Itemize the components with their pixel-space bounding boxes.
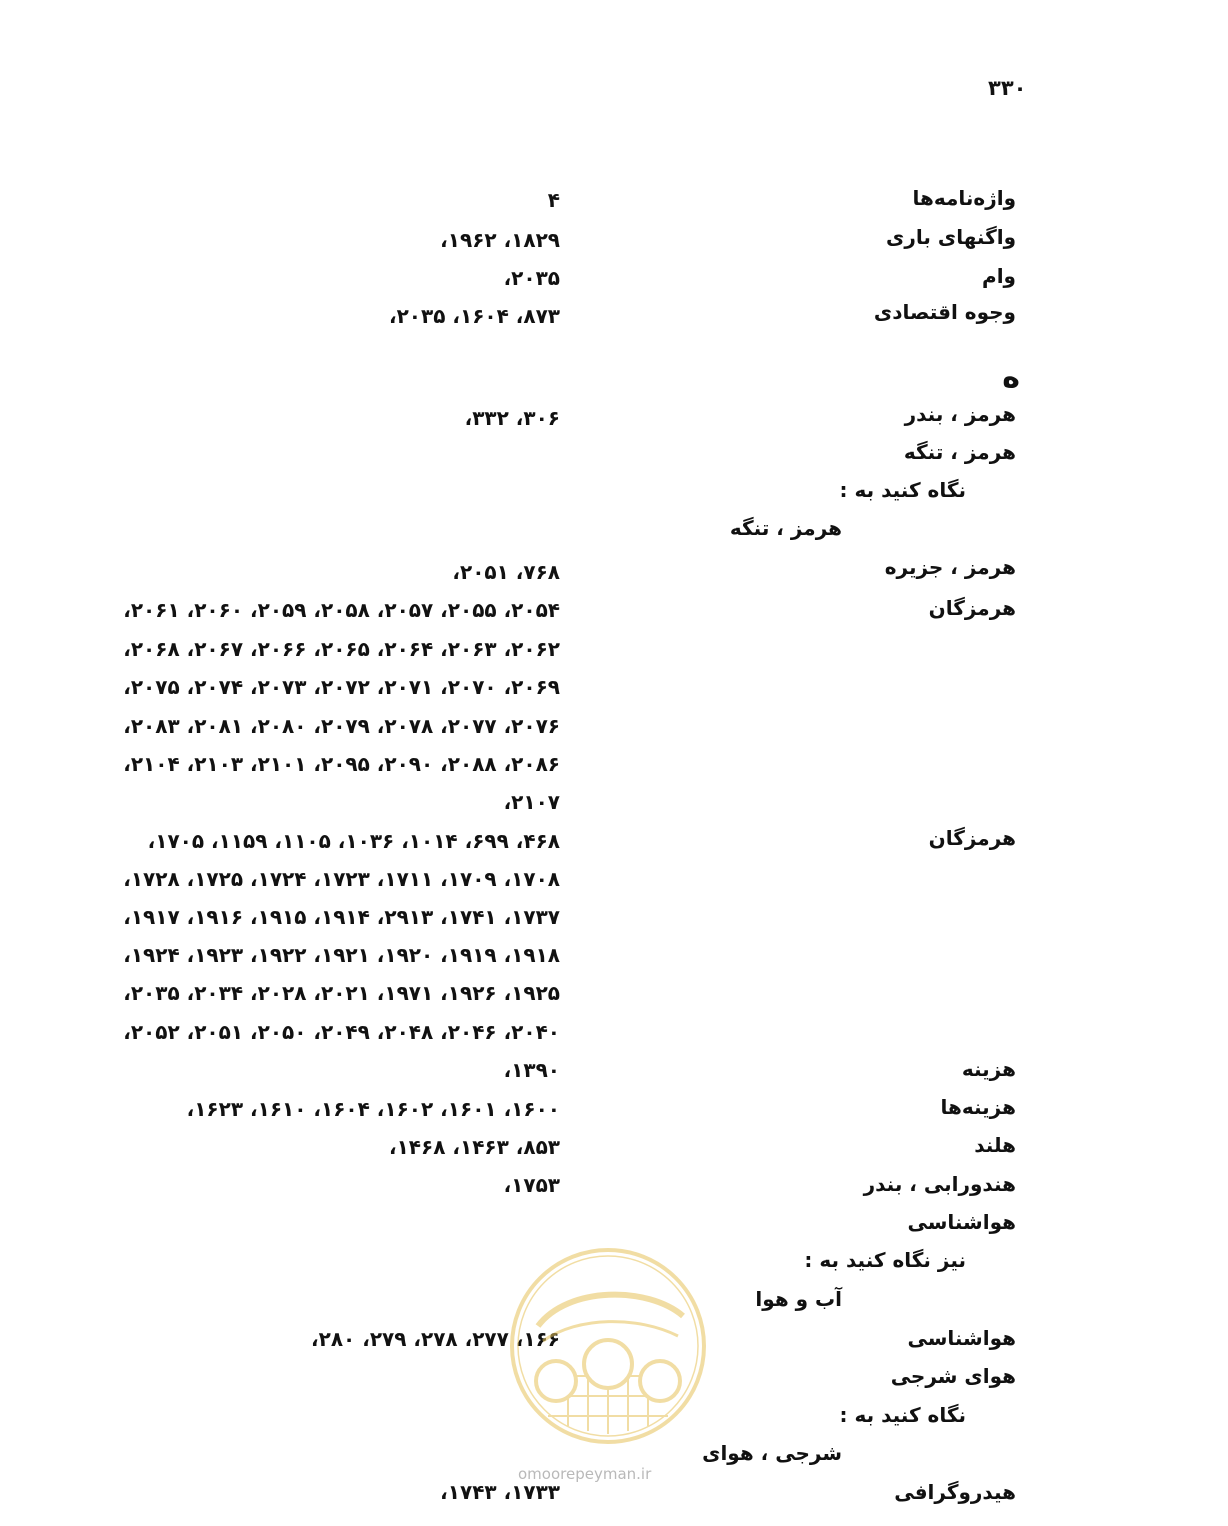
index-refs: ۱۸۲۹، ۱۹۶۲، xyxy=(440,228,560,252)
index-term: هرمز ، بندر xyxy=(904,402,1016,426)
index-refs: ۲۰۳۵، xyxy=(503,266,560,290)
see-target: آب و هوا xyxy=(755,1287,842,1311)
index-refs: ۱۷۵۳، xyxy=(503,1173,560,1197)
index-refs: ۱۶۶، ۲۷۷، ۲۷۸، ۲۷۹، ۲۸۰، xyxy=(311,1327,560,1351)
index-term: هواشناسی xyxy=(907,1210,1016,1234)
index-refs-line: ۲۰۸۶، ۲۰۸۸، ۲۰۹۰، ۲۰۹۵، ۲۱۰۱، ۲۱۰۳، ۲۱۰۴، xyxy=(123,752,560,776)
index-refs: ۱۳۹۰، xyxy=(503,1058,560,1082)
index-refs: ۷۶۸، ۲۰۵۱، xyxy=(452,560,560,584)
page-number: ۳۳۰ xyxy=(988,76,1027,100)
index-refs: ۴ xyxy=(547,188,560,212)
index-term: هیدروگرافی xyxy=(894,1480,1016,1504)
index-refs-line: ۲۰۷۶، ۲۰۷۷، ۲۰۷۸، ۲۰۷۹، ۲۰۸۰، ۲۰۸۱، ۲۰۸۳، xyxy=(123,714,560,738)
index-term: واژه‌نامه‌ها xyxy=(912,186,1016,210)
index-term: هزینه xyxy=(961,1057,1016,1081)
index-refs: ۱۷۳۳، ۱۷۴۳، xyxy=(440,1480,560,1504)
index-term: واگنهای باری xyxy=(886,225,1016,249)
watermark-logo xyxy=(508,1246,708,1446)
watermark-url: omoorepeyman.ir xyxy=(518,1465,652,1483)
index-refs-line: ۲۰۵۴، ۲۰۵۵، ۲۰۵۷، ۲۰۵۸، ۲۰۵۹، ۲۰۶۰، ۲۰۶۱، xyxy=(123,598,560,622)
index-term: هرمز ، جزیره xyxy=(884,555,1016,579)
see-label: نگاه کنید به : xyxy=(839,478,966,502)
see-target: شرجی ، هوای xyxy=(702,1441,842,1465)
index-term: هرمزگان xyxy=(928,826,1016,850)
index-refs-line: ۱۷۳۷، ۱۷۴۱، ۲۹۱۳، ۱۹۱۴، ۱۹۱۵، ۱۹۱۶، ۱۹۱۷، xyxy=(123,905,560,929)
index-refs-line: ۱۹۲۵، ۱۹۲۶، ۱۹۷۱، ۲۰۲۱، ۲۰۲۸، ۲۰۳۴، ۲۰۳۵، xyxy=(123,981,560,1005)
index-term: هلند xyxy=(974,1133,1016,1157)
index-term: هواشناسی xyxy=(907,1326,1016,1350)
index-refs-line: ۱۹۱۸، ۱۹۱۹، ۱۹۲۰، ۱۹۲۱، ۱۹۲۲، ۱۹۲۳، ۱۹۲۴، xyxy=(123,943,560,967)
index-refs-line: ۲۰۴۰، ۲۰۴۶، ۲۰۴۸، ۲۰۴۹، ۲۰۵۰، ۲۰۵۱، ۲۰۵۲، xyxy=(123,1020,560,1044)
index-refs: ۳۰۶، ۳۳۲، xyxy=(464,406,560,430)
index-term: هندورابی ، بندر xyxy=(863,1172,1016,1196)
index-refs: ۸۷۳، ۱۶۰۴، ۲۰۳۵، xyxy=(388,304,560,328)
index-refs-line: ۲۰۶۲، ۲۰۶۳، ۲۰۶۴، ۲۰۶۵، ۲۰۶۶، ۲۰۶۷، ۲۰۶۸، xyxy=(123,637,560,661)
index-term: وام xyxy=(982,264,1016,288)
index-term: هزینه‌ها xyxy=(940,1095,1016,1119)
see-label: نیز نگاه کنید به : xyxy=(804,1248,966,1272)
index-refs-line: ۲۰۶۹، ۲۰۷۰، ۲۰۷۱، ۲۰۷۲، ۲۰۷۳، ۲۰۷۴، ۲۰۷۵، xyxy=(123,675,560,699)
section-letter: ه xyxy=(1002,360,1020,395)
see-label: نگاه کنید به : xyxy=(839,1403,966,1427)
index-term: هرمزگان xyxy=(928,596,1016,620)
see-target: هرمز ، تنگه xyxy=(729,516,842,540)
index-term: هرمز ، تنگه xyxy=(903,440,1016,464)
index-term: هوای شرجی xyxy=(890,1364,1016,1388)
index-refs-line: ۲۱۰۷، xyxy=(503,790,560,814)
index-refs: ۱۶۰۰، ۱۶۰۱، ۱۶۰۲، ۱۶۰۴، ۱۶۱۰، ۱۶۲۳، xyxy=(186,1097,560,1121)
index-refs: ۸۵۳، ۱۴۶۳، ۱۴۶۸، xyxy=(388,1135,560,1159)
index-term: وجوه اقتصادی xyxy=(873,300,1016,324)
index-refs-line: ۱۷۰۸، ۱۷۰۹، ۱۷۱۱، ۱۷۲۳، ۱۷۲۴، ۱۷۲۵، ۱۷۲۸، xyxy=(123,867,560,891)
index-refs-line: ۴۶۸، ۶۹۹، ۱۰۱۴، ۱۰۳۶، ۱۱۰۵، ۱۱۵۹، ۱۷۰۵، xyxy=(147,829,560,853)
